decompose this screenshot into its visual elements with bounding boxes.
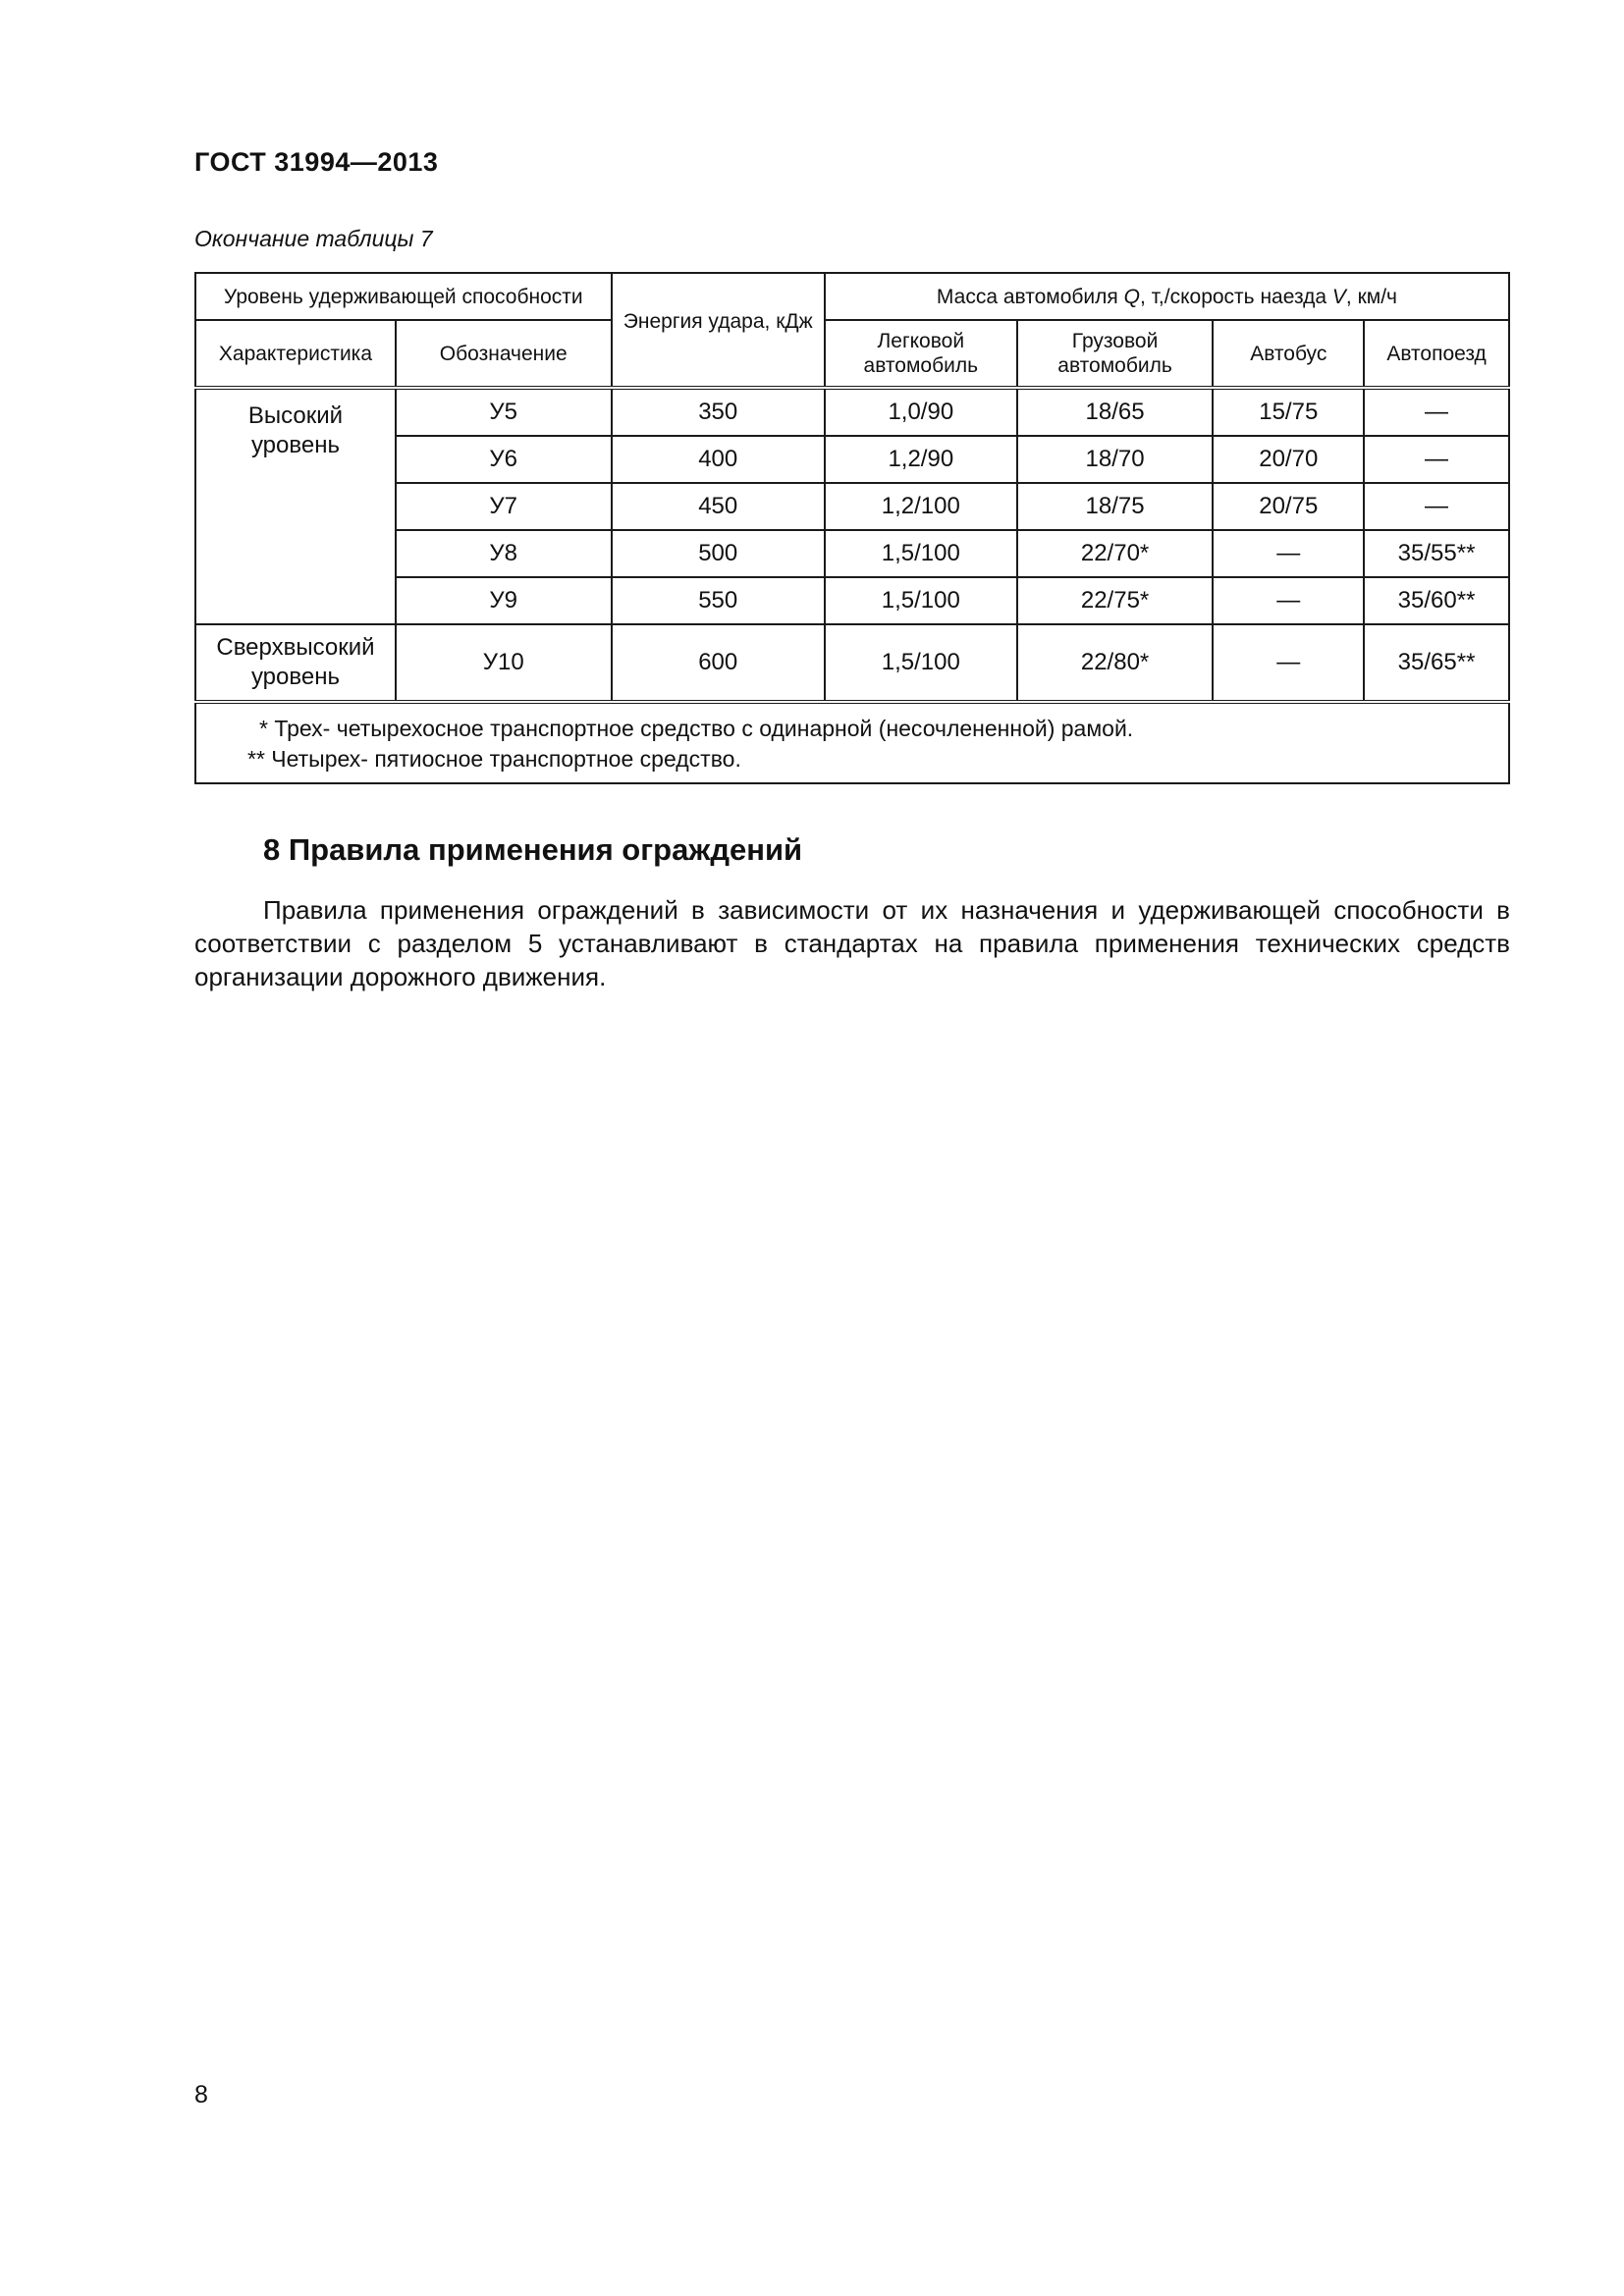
table-row xyxy=(195,388,1509,436)
header-speed-var: V xyxy=(1331,285,1346,308)
group-label-high xyxy=(195,388,396,624)
cell-road-train: 35/60** xyxy=(1364,577,1509,624)
cell-bus: 20/75 xyxy=(1213,483,1364,530)
header-energy: Энергия удара, кДж xyxy=(612,273,825,388)
header-mass-var: Q xyxy=(1123,285,1140,308)
footnote-2: ** Четырех- пятиосное транспортное средство. xyxy=(247,746,741,772)
cell-bus: — xyxy=(1213,530,1364,577)
header-truck xyxy=(1017,320,1214,388)
cell-truck: 18/70 xyxy=(1017,436,1214,483)
footnotes-cell xyxy=(195,702,1509,783)
table-caption: Окончание таблицы 7 xyxy=(194,226,433,251)
header-mass-suffix: , км/ч xyxy=(1345,285,1397,308)
cell-designation: У5 xyxy=(396,388,612,436)
cell-bus: 20/70 xyxy=(1213,436,1364,483)
cell-energy: 350 xyxy=(612,388,825,436)
cell-truck: 22/70* xyxy=(1017,530,1214,577)
retention-capacity-table xyxy=(194,272,1510,784)
cell-car: 1,0/90 xyxy=(825,388,1017,436)
group-label-ultra-high-text: Сверхвысокий уровень xyxy=(216,634,375,690)
cell-designation: У9 xyxy=(396,577,612,624)
group-label-ultra-high xyxy=(195,624,396,702)
cell-designation: У10 xyxy=(396,624,612,702)
header-bus: Автобус xyxy=(1213,320,1364,388)
cell-energy: 550 xyxy=(612,577,825,624)
cell-road-train: 35/55** xyxy=(1364,530,1509,577)
footnote-1: * Трех- четырехосное транспортное средство с одинарной (несочлененной) рамой. xyxy=(259,716,1134,741)
group-label-high-text: Высокий уровень xyxy=(247,402,344,458)
header-car-label: Легковой автомобиль xyxy=(863,330,979,377)
cell-bus: — xyxy=(1213,624,1364,702)
cell-road-train: — xyxy=(1364,436,1509,483)
document-id: ГОСТ 31994—2013 xyxy=(194,147,439,177)
cell-car: 1,5/100 xyxy=(825,624,1017,702)
cell-bus: 15/75 xyxy=(1213,388,1364,436)
cell-car: 1,5/100 xyxy=(825,577,1017,624)
cell-energy: 500 xyxy=(612,530,825,577)
header-mass-mid: , т,/скорость наезда xyxy=(1139,285,1332,308)
header-truck-label: Грузовой автомобиль xyxy=(1057,330,1172,377)
cell-road-train: — xyxy=(1364,483,1509,530)
table-footnotes xyxy=(195,702,1509,783)
table-row xyxy=(195,624,1509,702)
cell-bus: — xyxy=(1213,577,1364,624)
header-designation: Обозначение xyxy=(396,320,612,388)
header-road-train: Автопоезд xyxy=(1364,320,1509,388)
cell-car: 1,2/90 xyxy=(825,436,1017,483)
cell-energy: 400 xyxy=(612,436,825,483)
cell-designation: У7 xyxy=(396,483,612,530)
cell-designation: У6 xyxy=(396,436,612,483)
header-mass-prefix: Масса автомобиля xyxy=(936,285,1124,308)
section-title: 8 Правила применения ограждений xyxy=(263,832,803,867)
header-mass-speed xyxy=(825,273,1509,320)
page-number: 8 xyxy=(194,2081,208,2109)
cell-truck: 18/75 xyxy=(1017,483,1214,530)
cell-truck: 22/75* xyxy=(1017,577,1214,624)
cell-truck: 18/65 xyxy=(1017,388,1214,436)
cell-car: 1,5/100 xyxy=(825,530,1017,577)
cell-truck: 22/80* xyxy=(1017,624,1214,702)
header-car xyxy=(825,320,1017,388)
cell-energy: 600 xyxy=(612,624,825,702)
cell-road-train: — xyxy=(1364,388,1509,436)
cell-road-train: 35/65** xyxy=(1364,624,1509,702)
cell-energy: 450 xyxy=(612,483,825,530)
header-level-group: Уровень удерживающей способности xyxy=(195,273,612,320)
cell-car: 1,2/100 xyxy=(825,483,1017,530)
section-paragraph: Правила применения ограждений в зависимости от их назначения и удерживающей способности в соответствии с разделом 5 устанавливают в стандартах на правила применения технических средств организации дорожного движения. xyxy=(194,895,1510,991)
cell-designation: У8 xyxy=(396,530,612,577)
header-characteristic: Характеристика xyxy=(195,320,396,388)
